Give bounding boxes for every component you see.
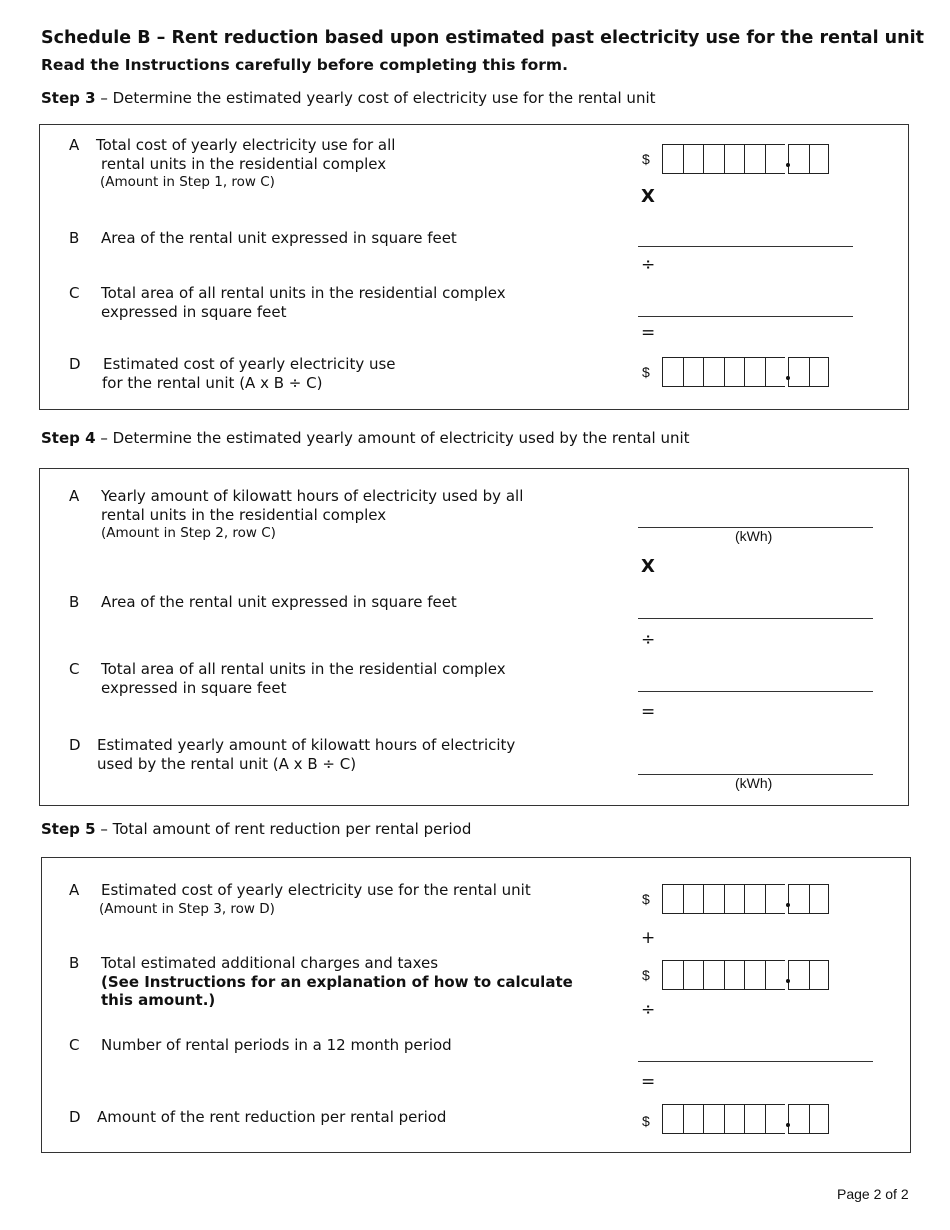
step5-row-b-letter: B — [69, 954, 80, 972]
step4-text: – Determine the estimated yearly amount of electricity used by the rental unit — [95, 429, 690, 447]
step4-row-a-text: Yearly amount of kilowatt hours of electricity used by all rental units in the residential complex (Amount in Step 2, row C) — [101, 487, 524, 541]
step3-c-input-line[interactable] — [638, 316, 853, 317]
page-title: Schedule B – Rent reduction based upon estimated past electricity use for the rental unit — [41, 28, 924, 48]
step4-label: Step 4 — [41, 429, 96, 447]
step5-row-a-text: Estimated cost of yearly electricity use for the rental unit (Amount in Step 3, row D) — [99, 881, 531, 917]
step3-a-dollar: $ — [642, 151, 650, 167]
plus-operator: + — [641, 928, 656, 948]
step3-row-c-letter: C — [69, 284, 80, 302]
step3-row-d-text: Estimated cost of yearly electricity use for the rental unit (A x B ÷ C) — [102, 355, 396, 392]
step5-row-b-text: Total estimated additional charges and taxes (See Instructions for an explanation of how to calculate this amount.) — [101, 954, 573, 1009]
step5-row-a-letter: A — [69, 881, 80, 899]
step4-row-c-text: Total area of all rental units in the residential complex expressed in square feet — [101, 660, 506, 697]
page-subtitle: Read the Instructions carefully before completing this form. — [41, 56, 568, 74]
step3-row-d-letter: D — [69, 355, 81, 373]
step5-b-dollar: $ — [642, 967, 650, 983]
step3-a-amount-field[interactable] — [662, 144, 829, 174]
divide-operator: ÷ — [641, 255, 656, 275]
step5-a-dollar: $ — [642, 891, 650, 907]
step5-row-d-letter: D — [69, 1108, 81, 1126]
multiply-operator: X — [641, 186, 655, 207]
step4-row-b-text: Area of the rental unit expressed in square feet — [101, 593, 457, 611]
equals-operator: = — [641, 323, 656, 343]
step3-row-a-text: Total cost of yearly electricity use for all rental units in the residential complex (Amount in Step 1, row C) — [96, 136, 396, 190]
step5-d-dollar: $ — [642, 1113, 650, 1129]
step4-heading — [41, 429, 690, 447]
step5-b-amount-field[interactable] — [662, 960, 829, 990]
step3-label: Step 3 — [41, 89, 96, 107]
step4-b-input-line[interactable] — [638, 618, 873, 619]
divide-operator: ÷ — [641, 630, 656, 650]
step5-a-amount-field[interactable] — [662, 884, 829, 914]
step4-c-input-line[interactable] — [638, 691, 873, 692]
step5-text: – Total amount of rent reduction per rental period — [95, 820, 472, 838]
step3-row-b-letter: B — [69, 229, 80, 247]
step4-a-kwh-unit: (kWh) — [735, 528, 773, 544]
step3-row-a-letter: A — [69, 136, 80, 154]
step3-heading — [41, 89, 656, 107]
page-number: Page 2 of 2 — [837, 1186, 909, 1202]
step3-row-c-text: Total area of all rental units in the residential complex expressed in square feet — [101, 284, 506, 321]
equals-operator: = — [641, 1072, 656, 1092]
step5-c-input-line[interactable] — [638, 1061, 873, 1062]
multiply-operator: X — [641, 556, 655, 577]
step3-d-dollar: $ — [642, 364, 650, 380]
step5-d-amount-field[interactable] — [662, 1104, 829, 1134]
step4-row-b-letter: B — [69, 593, 80, 611]
step3-row-b-text: Area of the rental unit expressed in square feet — [101, 229, 457, 247]
equals-operator: = — [641, 702, 656, 722]
step4-row-a-letter: A — [69, 487, 80, 505]
step5-row-c-text: Number of rental periods in a 12 month period — [101, 1036, 452, 1054]
step4-row-d-text: Estimated yearly amount of kilowatt hours of electricity used by the rental unit (A x B ÷ C) — [97, 736, 516, 773]
step5-label: Step 5 — [41, 820, 96, 838]
step5-row-d-text: Amount of the rent reduction per rental period — [97, 1108, 447, 1126]
step3-b-input-line[interactable] — [638, 246, 853, 247]
step5-row-c-letter: C — [69, 1036, 80, 1054]
step4-d-kwh-unit: (kWh) — [735, 775, 773, 791]
divide-operator: ÷ — [641, 1000, 656, 1020]
step4-row-d-letter: D — [69, 736, 81, 754]
step4-row-c-letter: C — [69, 660, 80, 678]
step5-heading — [41, 820, 471, 838]
step3-text: – Determine the estimated yearly cost of electricity use for the rental unit — [95, 89, 656, 107]
step3-d-amount-field[interactable] — [662, 357, 829, 387]
